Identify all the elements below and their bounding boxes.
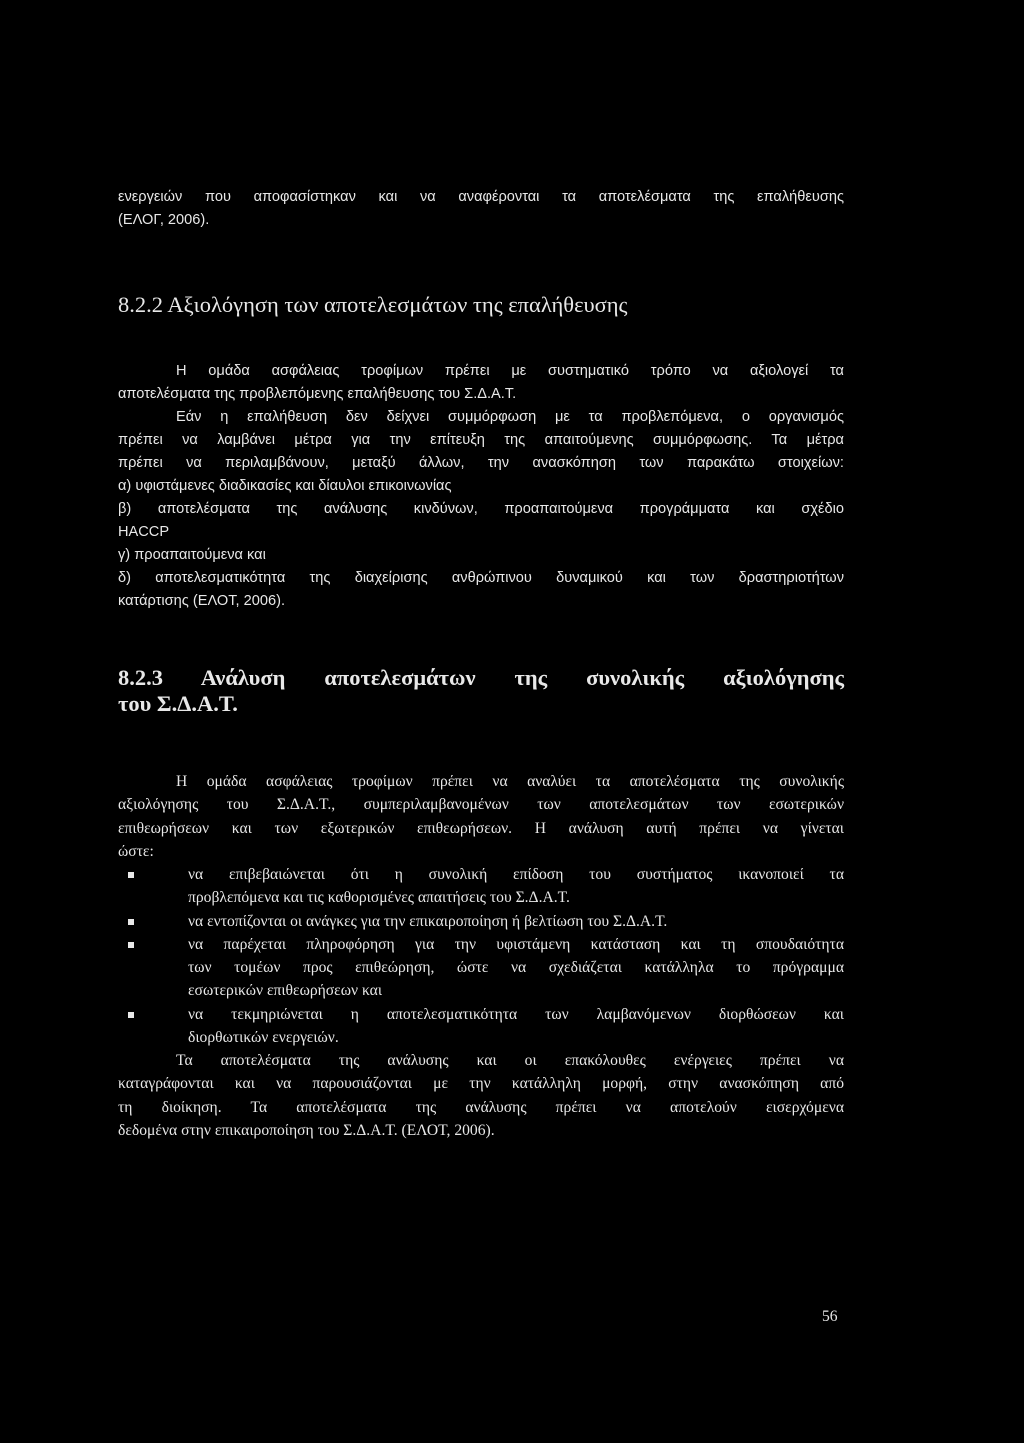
text-line: να επιβεβαιώνεται ότι η συνολική επίδοση του συστήματος ικανοποιεί τα — [188, 866, 844, 883]
continuation-paragraph — [118, 186, 844, 232]
section-heading-8-2-2 — [118, 290, 844, 320]
bullet-list — [118, 863, 844, 1049]
text-line: γ) προαπαιτούμενα και — [118, 547, 266, 563]
text-line: πρέπει να λαμβάνει μέτρα για την επίτευξη της απαιτούμενης συμμόρφωσης. Τα μέτρα — [118, 432, 844, 448]
text-line: των τομέων προς επιθεώρηση, ώστε να σχεδιάζεται κατάλληλα το πρόγραμμα — [188, 959, 844, 977]
text-line: αποτελέσματα της προβλεπόμενης επαλήθευσης του Σ.Δ.Α.Τ. — [118, 386, 517, 402]
text-line: να εντοπίζονται οι ανάγκες για την επικαιροποίηση ή βελτίωση του Σ.Δ.Α.Τ. — [188, 912, 668, 930]
text-line: Η ομάδα ασφάλειας τροφίμων πρέπει να αναλύει τα αποτελέσματα της συνολικής — [176, 773, 844, 790]
bullet-icon — [128, 919, 134, 925]
text-line: δ) αποτελεσματικότητα της διαχείρισης ανθρώπινου δυναμικού και των δραστηριοτήτων — [118, 570, 844, 586]
text-line: α) υφιστάμενες διαδικασίες και δίαυλοι επικοινωνίας — [118, 478, 452, 494]
text-line: αξιολόγησης του Σ.Δ.Α.Τ., συμπεριλαμβανομένων των αποτελεσμάτων των εσωτερικών — [118, 796, 844, 814]
text-line: κατάρτισης (ΕΛΟΤ, 2006). — [118, 593, 286, 609]
text-line: ενεργειών που αποφασίστηκαν και να αναφέρονται τα αποτελέσματα της επαλήθευσης — [118, 189, 844, 205]
list-item — [118, 1003, 844, 1050]
text-line: τη διοίκηση. Τα αποτελέσματα της ανάλυσης πρέπει να αποτελούν εισερχόμενα — [118, 1098, 844, 1116]
bullet-icon — [128, 872, 134, 878]
closing-paragraph — [118, 1049, 844, 1142]
text-line: διορθωτικών ενεργειών. — [188, 1029, 339, 1047]
bullet-icon — [128, 1012, 134, 1018]
text-line: να τεκμηριώνεται η αποτελεσματικότητα των λαμβανόμενων διορθώσεων και — [188, 1005, 844, 1023]
text-line: (ΕΛΟΓ, 2006). — [118, 212, 210, 228]
text-line: Η ομάδα ασφάλειας τροφίμων πρέπει με συστηματικό τρόπο να αξιολογεί τα — [176, 363, 844, 379]
text-line: πρέπει να περιλαμβάνουν, μεταξύ άλλων, την ανασκόπηση των παρακάτω στοιχείων: — [118, 455, 844, 471]
text-line: β) αποτελέσματα της ανάλυσης κινδύνων, προαπαιτούμενα προγράμματα και σχέδιο — [118, 501, 844, 517]
section-heading-8-2-3 — [118, 665, 844, 717]
text-line: να παρέχεται πληροφόρηση για την υφιστάμενη κατάσταση και τη σπουδαιότητα — [188, 935, 844, 953]
bullet-icon — [128, 942, 134, 948]
text-line: καταγράφονται και να παρουσιάζονται με την κατάλληλη μορφή, στην ανασκόπηση από — [118, 1075, 844, 1093]
page-number: 56 — [822, 1308, 838, 1325]
heading-text: 8.2.2 Αξιολόγηση των αποτελεσμάτων της επαλήθευσης — [118, 292, 628, 317]
text-line: ώστε: — [118, 842, 154, 860]
text-line: εσωτερικών επιθεωρήσεων και — [188, 982, 383, 1000]
text-line: προβλεπόμενα και τις καθορισμένες απαιτήσεις του Σ.Δ.Α.Τ. — [188, 889, 570, 907]
list-item — [118, 910, 844, 933]
list-item — [118, 863, 844, 910]
text-line: Τα αποτελέσματα της ανάλυσης και οι επακόλουθες ενέργειες πρέπει να — [176, 1052, 844, 1069]
text-line: δεδομένα στην επικαιροποίηση του Σ.Δ.Α.Τ. (ΕΛΟΤ, 2006). — [118, 1121, 495, 1139]
text-line: Εάν η επαλήθευση δεν δείχνει συμμόρφωση με τα προβλεπόμενα, ο οργανισμός — [176, 409, 844, 425]
list-item — [118, 933, 844, 1003]
heading-text-line2: του Σ.Δ.Α.Τ. — [118, 691, 238, 716]
text-line: επιθεωρήσεων και των εξωτερικών επιθεωρήσεων. Η ανάλυση αυτή πρέπει να γίνεται — [118, 819, 844, 837]
heading-text-line1: 8.2.3 Ανάλυση αποτελεσμάτων της συνολικής αξιολόγησης — [118, 665, 844, 690]
section-8-2-2-body — [118, 360, 844, 613]
section-8-2-3-intro — [118, 770, 844, 863]
text-line: HACCP — [118, 524, 170, 540]
